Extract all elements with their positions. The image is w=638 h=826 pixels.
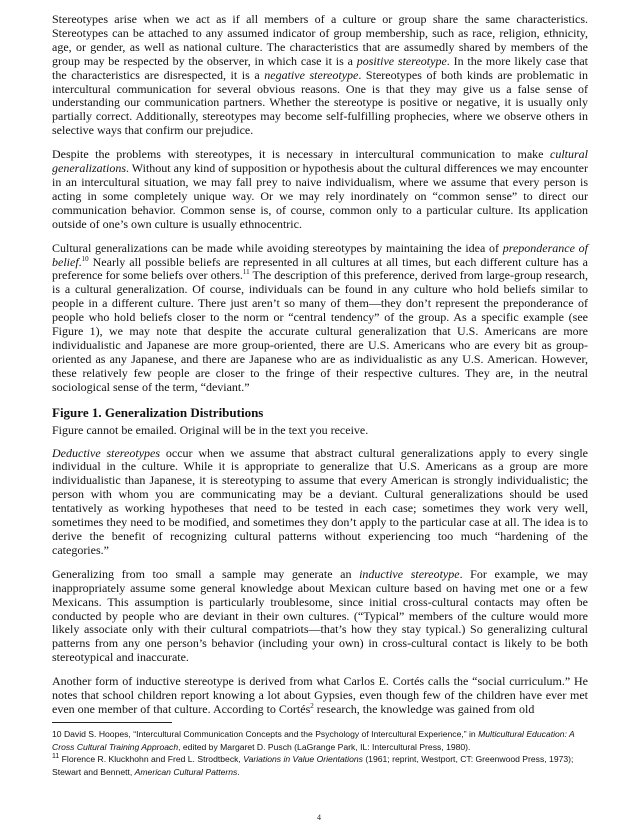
text-run: . Without any kind of supposition or hypothesis about the cultural differences we may encounter in an intercultural situation, we may fall prey to naive individualism, where we assume that every person is acting in some completely unique way. Or we may rely inordinately on “common sense” to direct our communication behavior. Common sense is, of course, common only to a particular culture. Its application outside of one’s own culture is usually ethnocentric. (52, 161, 588, 231)
emphasis-preponderance-of-belief: preponderance of belief (52, 240, 588, 269)
footnote-number: 10 (52, 729, 62, 739)
text-run: Another form of inductive stereotype is derived from what Carlos E. Cortés calls the “social curriculum.” He notes that school children report knowing a lot about Gypsies, even though few of the children have ever met even one member of that culture. According to Cortés (52, 674, 588, 716)
footnote-ref-10: 10 (81, 254, 89, 263)
emphasis-positive-stereotype: positive stereotype (356, 53, 447, 68)
text-run: Cultural generalizations can be made while avoiding stereotypes by maintaining the idea of (52, 240, 503, 255)
footnote-book-title: Variations in Value Orientations (243, 754, 363, 764)
text-run: The description of this preference, derived from large-group research, is a cultural generalization. Of course, individuals can be found in any culture who hold beliefs similar to people in a different culture. There just aren’t so many of them—they don’t represent the preponderance of people who hold beliefs closer to the norm or “central tendency” of the group. As a specific example (see Figure 1), we may note that despite the accurate cultural generalization that U.S. Americans are more individualistic and Japanese are more group-oriented, there are U.S. Americans who are every bit as group-oriented as any Japanese, and there are Japanese who are as individualistic as any U.S. American. However, these relatively few people are closer to the fringe of their respective cultures. They are, in the neutral sociological sense of the term, “deviant.” (52, 268, 588, 394)
text-run: , edited by Margaret D. Pusch (LaGrange Park, IL: Intercultural Press, 1980). (178, 741, 471, 752)
text-run: Nearly all possible beliefs are represented in all cultures at all times, but each different culture has a preference for some beliefs over others. (52, 254, 588, 283)
text-run: occur when we assume that abstract cultural generalizations apply to every single individual in the culture. While it is appropriate to generalize that U.S. Americans as a group are more individualistic than Japanese, it is stereotyping to assume that every American is strongly individualistic; the person with whom you are communicating may be a deviant. Cultural generalizations should be used tentatively as working hypotheses that need to be tested in each case; sometimes they work very well, sometimes they need to be modified, and sometimes they don’t apply to the particular case at all. The idea is to derive the benefit of recognizing cultural patterns without experiencing too much “hardening of the categories.” (52, 445, 588, 557)
footnote-10 (52, 728, 588, 753)
page-number: 4 (317, 813, 321, 822)
text-run: Stereotypes arise when we act as if all members of a culture or group share the same characteristics. Stereotypes can be attached to any assumed indicator of group membership, such as race, religion, ethnicity, age, or gender, as well as national culture. The characteristics that are assumedly shared by members of the group may be respected by the observer, in which case it is a (52, 12, 588, 68)
text-run: (1961; reprint, Westport, CT: Greenwood Press, 1973); Stewart and Bennett, (52, 754, 574, 777)
footnotes (52, 728, 588, 778)
paragraph-generalizations (52, 148, 588, 231)
text-run: David S. Hoopes, “Intercultural Communication Concepts and the Psychology of Intercultural Experience,” in (61, 729, 479, 739)
paragraph-stereotypes (52, 13, 588, 138)
figure-title: Figure 1. Generalization Distributions (52, 404, 264, 420)
paragraph-deductive-stereotypes (52, 447, 588, 558)
footnote-number: 11 (52, 753, 60, 761)
text-run: Generalizing from too small a sample may generate an (52, 566, 360, 581)
emphasis-deductive-stereotypes: Deductive stereotypes (52, 445, 161, 460)
superscript-mark: 2 (310, 701, 314, 710)
emphasis-inductive-stereotype: inductive stereotype (359, 566, 460, 581)
text-run: research, the knowledge was gained from old (313, 701, 535, 716)
footnote-divider (52, 722, 172, 723)
text-run: Despite the problems with stereotypes, it is necessary in intercultural communication to make (52, 147, 550, 162)
text-run: . For example, we may inappropriately assume some general knowledge about Mexican culture based on having met one or a few Mexicans. This assumption is particularly troublesome, since initial cross-cultural contacts may often be conducted by people who are deviant in their own cultures. (“Typical” members of the culture would more likely associate only with their cultural compatriots—that’s how they stay typical.) So generalizing cultural patterns from any one person’s behavior (including your own) in cross-cultural contact is likely to be both stereotypical and inaccurate. (52, 566, 588, 665)
emphasis-negative-stereotype: negative stereotype (264, 67, 359, 82)
text-run: . In the more likely case that the characteristics are disrespected, it is a (52, 53, 588, 82)
paragraph-social-curriculum (52, 675, 588, 717)
paragraph-inductive-stereotype (52, 568, 588, 665)
footnote-11 (52, 753, 588, 778)
emphasis-cultural-generalizations: cultural generalizations (52, 147, 588, 176)
figure-note: Figure cannot be emailed. Original will be in the text you receive. (52, 422, 369, 437)
text-run: . (237, 766, 240, 777)
footnote-book-title: American Cultural Patterns (134, 766, 238, 777)
text-run: . (78, 254, 82, 269)
footnote-book-title: Multicultural Education: A Cross Cultural Training Approach (52, 729, 575, 752)
text-run: . Stereotypes of both kinds are problematic in intercultural communication for several obvious reasons. One is that they may give us a false sense of understanding our communication partners. Whether the stereotype is positive or negative, it is usually only partially correct. Additionally, stereotypes may become self-fulfilling prophecies, where we observe others in selective ways that confirm our prejudice. (52, 67, 588, 138)
footnote-ref-11: 11 (242, 268, 250, 277)
paragraph-preponderance (52, 242, 588, 395)
text-run: Florence R. Kluckhohn and Fred L. Strodtbeck, (59, 754, 244, 764)
